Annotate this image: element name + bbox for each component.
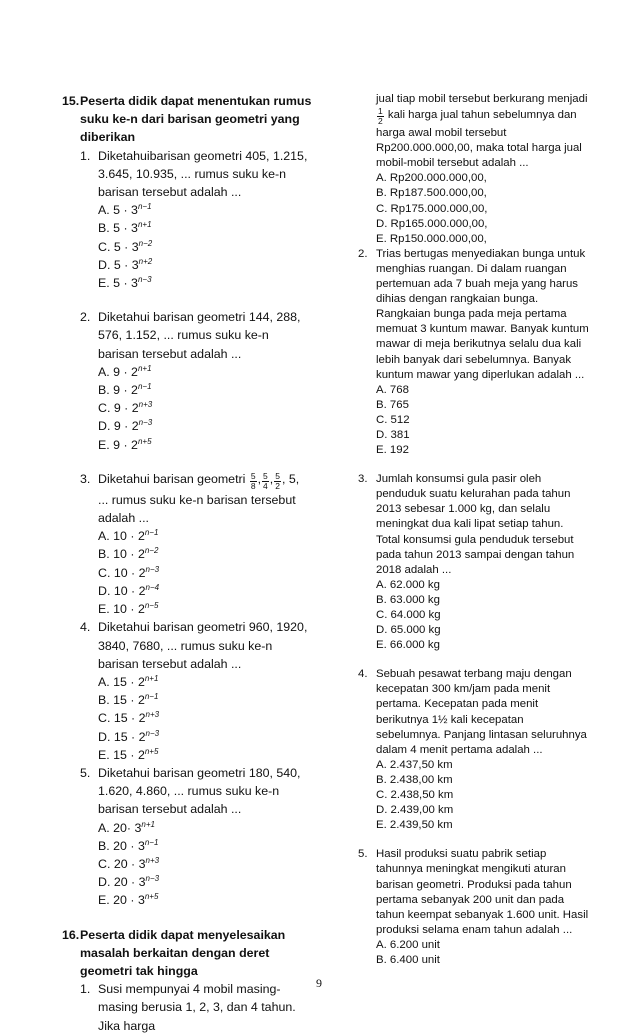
question-stem: Trias bertugas menyediakan bunga untuk menghias ruangan. Di dalam ruangan pertemuan ada 7 buah meja yang harus dihias dengan rangkaian bunga. Rangkaian bunga pada meja pertama memuat 3 kuntum mawar. Banyak kuntum mawar di meja berikutnya selalu dua kali lebih banyak dari sebelumnya. Banyak kuntum mawar yang diperlukan adalah ... xyxy=(376,247,589,381)
option-a: A. $20\cdot 3^{n+1}$ xyxy=(98,819,155,835)
option-e: E. 66.000 kg xyxy=(376,639,440,652)
question-15-5 xyxy=(62,764,312,910)
section-number: 15. xyxy=(62,94,80,108)
option-a: A. 62.000 kg xyxy=(376,578,440,591)
option-d: D. Rp165.000.000,00, xyxy=(376,217,488,230)
option-c: C. $20 \cdot 3^{n+3}$ xyxy=(98,855,160,871)
question-stem-pre: jual tiap mobil tersebut berkurang menjadi xyxy=(376,93,588,105)
question-number: 4. xyxy=(358,668,368,681)
section-title: Peserta didik dapat menyelesaikan masalah berkaitan dengan deret geometri tak hingga xyxy=(80,927,286,978)
option-d: D. $15 \cdot 2^{n-3}$ xyxy=(98,728,160,744)
question-number: 1. xyxy=(80,148,91,163)
option-b: B. $10 \cdot 2^{n-2}$ xyxy=(98,546,159,562)
option-b: B. 6.400 unit xyxy=(376,953,440,966)
option-b: B. Rp187.500.000,00, xyxy=(376,187,487,200)
option-d: D. $9 \cdot 2^{n-3}$ xyxy=(98,418,153,434)
option-a: A. 768 xyxy=(376,383,409,396)
question-16-1-continued xyxy=(358,92,590,247)
question-stem: Diketahui barisan geometri 960, 1920, 3840, 7680, ... rumus suku ke-n barisan tersebut adalah ... xyxy=(98,620,308,671)
option-e: E. $10 \cdot 2^{n-5}$ xyxy=(98,601,159,617)
option-a: A. 6.200 unit xyxy=(376,938,440,951)
question-number: 5. xyxy=(80,765,91,780)
question-16-3 xyxy=(358,472,590,653)
section-16-heading xyxy=(62,926,312,981)
question-stem: Diketahuibarisan geometri 405, 1.215, 3.645, 10.935, ... rumus suku ke-n barisan tersebut adalah ... xyxy=(98,148,308,200)
option-a: A. Rp200.000.000,00, xyxy=(376,172,487,185)
question-number: 3. xyxy=(80,471,91,486)
question-number: 1. xyxy=(80,982,91,997)
fraction: $\frac{5}{2}$ xyxy=(275,470,280,491)
option-c: C. $9 \cdot 2^{n+3}$ xyxy=(98,400,153,416)
option-b: B. 2.438,00 km xyxy=(376,773,453,786)
option-e: E. $5 \cdot 3^{n-3}$ xyxy=(98,275,152,291)
option-e: E. 192 xyxy=(376,444,409,457)
question-stem-post: , 5, ... rumus suku ke-n barisan tersebut adalah ... xyxy=(98,471,300,526)
question-stem: Hasil produksi suatu pabrik setiap tahunnya meningkat mengikuti aturan barisan geometri. Produksi pada tahun pertama sebanyak 200 unit dan pada tahun keempat sebanyak 1.600 unit. Hasil produksi selama enam tahun adalah ... xyxy=(376,848,589,936)
option-e: E. 2.439,50 km xyxy=(376,819,453,832)
question-16-5 xyxy=(358,847,590,968)
option-c: C. Rp175.000.000,00, xyxy=(376,202,488,215)
option-b: B. 765 xyxy=(376,398,409,411)
option-a: A. $10 \cdot 2^{n-1}$ xyxy=(98,528,159,544)
option-b: B. $9 \cdot 2^{n-1}$ xyxy=(98,382,152,398)
right-column xyxy=(358,92,590,968)
option-d: D. $20 \cdot 3^{n-3}$ xyxy=(98,874,160,890)
left-column xyxy=(62,92,312,1035)
option-d: D. $5 \cdot 3^{n+2}$ xyxy=(98,256,153,272)
question-stem: Diketahui barisan geometri 144, 288, 576, 1.152, ... rumus suku ke-n barisan tersebut adalah ... xyxy=(98,310,301,361)
question-15-1 xyxy=(62,147,312,293)
option-d: D. 2.439,00 km xyxy=(376,804,454,817)
option-d: D. 381 xyxy=(376,428,410,441)
question-16-2 xyxy=(358,247,590,458)
question-15-3: 3. Diketahui barisan geometri $\frac{5}{8}$ , $\frac{5}{4}$ , $\frac{5}{2}$ , 5, ... rumus suku ke-n barisan tersebut adalah ... A. $10 \cdot 2^{n-1}$ B. $10 \cdot 2^{n-2}$ C. $10 \cdot 2^{n-3}$ D. $10 \cdot 2^{n-4}$ E. $10 \cdot 2^{n-5}$ xyxy=(62,470,312,618)
option-d: D. 65.000 kg xyxy=(376,624,441,637)
question-stem: Diketahui barisan geometri 180, 540, 1.620, 4.860, ... rumus suku ke-n barisan tersebut adalah ... xyxy=(98,765,301,817)
option-c: C. 512 xyxy=(376,413,410,426)
page-number: 9 xyxy=(316,976,322,990)
question-stem-post: kali harga jual tahun sebelumnya dan harga awal mobil tersebut Rp200.000.000,00, maka total harga jual mobil-mobil tersebut adalah ... xyxy=(376,109,582,170)
option-b: B. $5 \cdot 3^{n+1}$ xyxy=(98,220,152,236)
section-15-heading xyxy=(62,92,312,147)
question-stem: Susi mempunyai 4 mobil masing-masing berusia 1, 2, 3, dan 4 tahun. Jika harga xyxy=(98,982,296,1033)
option-e: E. $9 \cdot 2^{n+5}$ xyxy=(98,436,152,452)
option-b: B. 63.000 kg xyxy=(376,593,440,606)
section-number: 16. xyxy=(62,927,80,942)
option-c: C. $15 \cdot 2^{n+3}$ xyxy=(98,710,160,726)
question-16-4 xyxy=(358,667,590,833)
question-stem: Sebuah pesawat terbang maju dengan kecepatan 300 km/jam pada menit pertama. Kecepatan pada menit berikutnya 1½ kali kecepatan sebelumnya. Panjang lintasan seluruhnya dalam 4 menit pertama adalah ... xyxy=(376,668,587,756)
question-15-2 xyxy=(62,308,312,454)
option-e: E. $15 \cdot 2^{n+5}$ xyxy=(98,746,159,762)
option-d: D. $10 \cdot 2^{n-4}$ xyxy=(98,582,160,598)
option-a: A. $9 \cdot 2^{n+1}$ xyxy=(98,363,152,379)
section-title: Peserta didik dapat menentukan rumus suku ke-n dari barisan geometri yang diberikan xyxy=(80,94,312,145)
question-15-4 xyxy=(62,618,312,764)
option-e: E. Rp150.000.000,00, xyxy=(376,232,487,245)
question-number: 4. xyxy=(80,620,91,635)
option-c: C. 64.000 kg xyxy=(376,609,441,621)
option-a: A. 2.437,50 km xyxy=(376,758,453,771)
question-number: 2. xyxy=(358,247,368,260)
question-stem: Jumlah konsumsi gula pasir oleh penduduk suatu kelurahan pada tahun 2013 sebesar 1.000 kg, dan selalu meningkat dua kali lipat setiap tahun. Total konsumsi gula penduduk tersebut pada tahun 2013 sampai dengan tahun 2018 adalah ... xyxy=(376,473,575,576)
fraction: $\frac{5}{8}$ xyxy=(250,470,256,491)
option-c: C. $10 \cdot 2^{n-3}$ xyxy=(98,564,160,580)
option-b: B. $20 \cdot 3^{n-1}$ xyxy=(98,837,159,853)
option-b: B. $15 \cdot 2^{n-1}$ xyxy=(98,692,159,708)
option-a: A. $5 \cdot 3^{n-1}$ xyxy=(98,202,152,218)
option-e: E. $20 \cdot 3^{n+5}$ xyxy=(98,892,159,908)
question-number: 5. xyxy=(358,848,368,861)
option-c: C. $5 \cdot 3^{n-2}$ xyxy=(98,238,153,254)
question-number: 2. xyxy=(80,310,91,325)
option-a: A. $15 \cdot 2^{n+1}$ xyxy=(98,673,159,689)
question-stem-pre: Diketahui barisan geometri xyxy=(98,471,246,486)
option-c: C. 2.438,50 km xyxy=(376,789,454,802)
fraction: $\frac{5}{4}$ xyxy=(263,470,268,491)
fraction: $\frac{1}{2}$ xyxy=(378,106,383,127)
question-number: 3. xyxy=(358,473,368,486)
